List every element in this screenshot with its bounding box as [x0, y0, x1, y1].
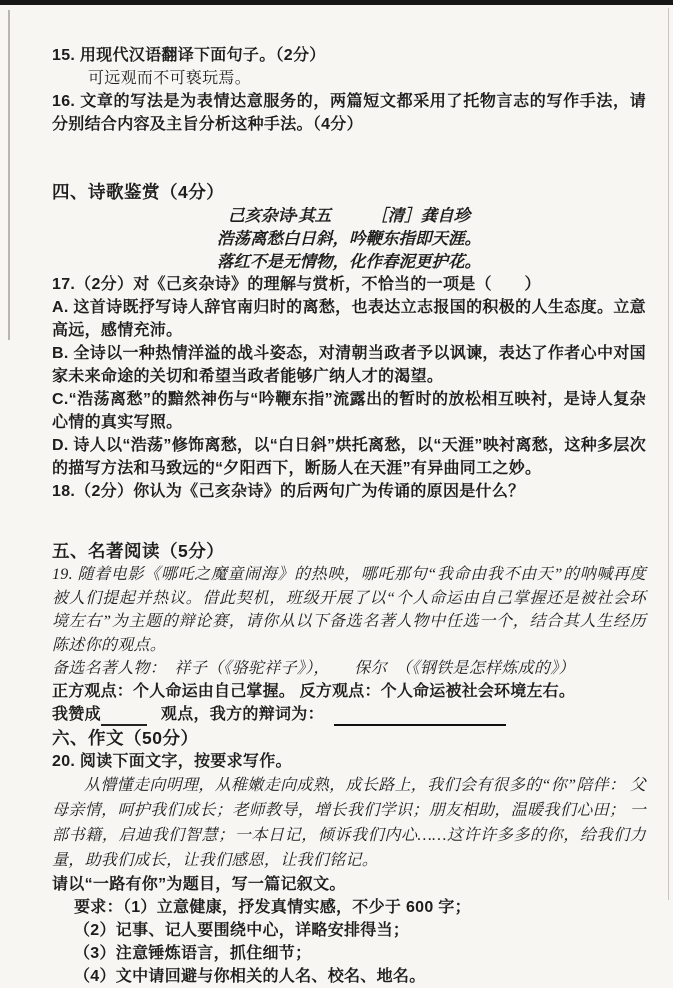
poem-line-1: 浩荡离愁白日斜，吟鞭东指即天涯。 — [217, 229, 481, 248]
poem-block — [52, 204, 646, 273]
question-16-text: 16. 文章的写法是为表情达意服务的，两篇短文都采用了托物言志的写作手法，请分别结合内容及主旨分析这种手法。（4分） — [52, 93, 646, 133]
question-19-viewpoints: 正方观点：个人命运由自己掌握。 反方观点：个人命运被社会环境左右。 — [52, 683, 576, 700]
question-19-candidates: 备选名著人物： 祥子（《骆驼祥子》）， 保尔 （《钢铁是怎样炼成的》） — [52, 660, 575, 677]
question-15-quote: 可远观而不可亵玩焉。 — [88, 70, 252, 87]
question-18-stem: 18.（2分）你认为《己亥杂诗》的后两句广为传诵的原因是什么？ — [52, 483, 525, 500]
question-20-requirement-2: （2）记事、记人要围绕中心，详略安排得当； — [74, 922, 410, 939]
exam-page — [52, 44, 646, 988]
answer-space — [52, 136, 646, 180]
scan-top-edge-bar — [0, 0, 673, 5]
question-17-option-a: A. 这首诗既抒写诗人辞官南归时的离愁，也表达立志报国的积极的人生态度。立意高远，感情充沛。 — [52, 299, 646, 339]
section-6-heading: 六、作文（50分） — [52, 728, 199, 748]
question-20-requirement-4: （4）文中请回避与你相关的人名、校名、地名。 — [74, 968, 426, 985]
question-20-prompt-paragraph: 从懵懂走向明理，从稚嫩走向成熟，成长路上，我们会有很多的“你”陪伴： 父母亲情，呵护我们成长；老师教导，增长我们学识；朋友相助，温暖我们心田； 一部书籍，启迪我们智慧；一本日记，倾诉我们内心……这许许多多的你，给我们力量，助我们成长，让我们感恩，让我们铭记。 — [52, 777, 646, 869]
question-17-option-c: C.“浩荡离愁”的黯然神伤与“吟鞭东指”流露出的暂时的放松相互映衬，是诗人复杂心情的真实写照。 — [52, 391, 646, 431]
question-17-option-b: B. 全诗以一种热情洋溢的战斗姿态，对清朝当政者予以讽谏，表达了作者心中对国家未来命途的关切和希望当政者能够广纳人才的渴望。 — [52, 345, 646, 385]
question-15-stem: 15. 用现代汉语翻译下面句子。（2分） — [52, 47, 326, 64]
answer-blank-long-line — [334, 705, 506, 726]
answer-space — [52, 503, 646, 539]
poem-title-line — [52, 204, 646, 228]
question-20-title-requirement: 请以“一路有你”为题目，写一篇记叙文。 — [52, 876, 346, 893]
answer-blank-short-line — [101, 705, 147, 726]
agree-prefix-text: 我赞成 — [52, 706, 101, 723]
question-20-stem: 20. 阅读下面文字，按要求写作。 — [52, 753, 292, 770]
agree-middle-text: 观点，我方的辩词为： — [160, 706, 324, 723]
poem-line-2: 落红不是无情物，化作春泥更护花。 — [217, 251, 481, 271]
poem-author: ［清］龚自珍 — [371, 206, 471, 225]
question-20-requirement-3: （3）注意锤炼语言，抓住细节； — [74, 945, 312, 962]
scan-left-edge-line — [8, 10, 10, 340]
question-19-answer-line — [52, 703, 646, 726]
question-20-requirement-1: 要求：（1）立意健康，抒发真情实感，不少于 600 字； — [74, 899, 471, 916]
question-17-option-d: D. 诗人以“浩荡”修饰离愁，以“白日斜”烘托离愁，以“天涯”映衬离愁，这种多层次的描写方法和马致远的“夕阳西下，断肠人在天涯”有异曲同工之妙。 — [52, 437, 646, 477]
question-19-paragraph: 19. 随着电影《哪吒之魔童闹海》的热映，哪吒那句“我命由我不由天”的呐喊再度被人们提起并热议。借此契机，班级开展了以“个人命运由自己掌握还是被社会环境左右”为主题的辩论赛，请你从以下备选名著人物中任选一个，结合其人生经历陈述你的观点。 — [52, 566, 646, 654]
section-4-heading: 四、诗歌鉴赏（4分） — [52, 182, 225, 202]
question-17-stem: 17.（2分）对《己亥杂诗》的理解与赏析，不恰当的一项是（ ） — [52, 276, 541, 293]
scan-right-edge-line — [668, 8, 669, 900]
poem-title: 己亥杂诗·其五 — [227, 206, 332, 225]
section-5-heading: 五、名著阅读（5分） — [52, 541, 225, 561]
